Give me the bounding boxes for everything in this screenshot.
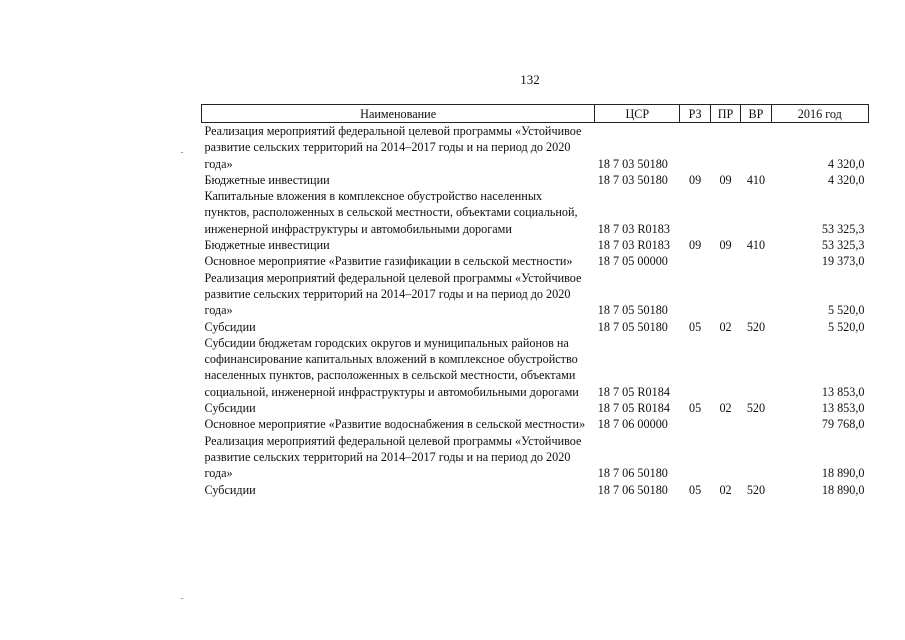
row-amount: 19 373,0 xyxy=(821,254,865,269)
row-csr: 18 7 03 R0183 xyxy=(597,238,670,253)
row-amount: 53 325,3 xyxy=(821,221,865,236)
row-rz xyxy=(680,253,710,269)
row-pr: 09 xyxy=(719,172,732,187)
row-vr xyxy=(741,433,771,482)
row-vr: 520 xyxy=(746,482,766,497)
row-pr xyxy=(710,270,740,319)
row-amount: 5 520,0 xyxy=(827,303,865,318)
table-row xyxy=(202,188,869,237)
row-rz: 09 xyxy=(689,238,702,253)
row-amount: 13 853,0 xyxy=(821,401,865,416)
row-name: Капитальные вложения в комплексное обустройство населенных пунктов, расположенных в сельской местности, объектами социальной, инженерной инфраструктуры и автомобильными дорогами xyxy=(204,189,578,236)
row-vr: 410 xyxy=(746,238,766,253)
row-vr xyxy=(741,253,771,269)
scan-speck xyxy=(181,598,183,599)
table-row xyxy=(202,482,869,498)
row-rz xyxy=(680,335,710,400)
row-csr: 18 7 05 50180 xyxy=(597,319,668,334)
table-row xyxy=(202,416,869,432)
header-vr: ВР xyxy=(741,105,771,123)
row-pr xyxy=(710,416,740,432)
header-csr: ЦСР xyxy=(595,105,680,123)
row-pr xyxy=(710,188,740,237)
row-amount: 53 325,3 xyxy=(821,238,865,253)
row-vr xyxy=(741,188,771,237)
table-row xyxy=(202,400,869,416)
row-rz: 05 xyxy=(689,319,702,334)
row-amount: 18 890,0 xyxy=(821,482,865,497)
row-name: Субсидии бюджетам городских округов и муниципальных районов на софинансирование капитальных вложений в комплексное обустройство населенных пунктов, расположенных в сельской местности, объектами социальной, инженерной инфраструктуры и автомобильными дорогами xyxy=(204,335,579,399)
table-row xyxy=(202,270,869,319)
row-csr: 18 7 05 50180 xyxy=(597,303,668,318)
row-vr: 520 xyxy=(746,319,766,334)
row-rz xyxy=(680,123,710,172)
row-vr xyxy=(741,270,771,319)
row-vr xyxy=(741,123,771,172)
row-amount: 79 768,0 xyxy=(821,417,865,432)
row-amount: 4 320,0 xyxy=(827,172,865,187)
table-header xyxy=(202,105,869,123)
row-csr: 18 7 06 00000 xyxy=(597,417,668,432)
row-name: Основное мероприятие «Развитие водоснабжения в сельской местности» xyxy=(204,417,586,432)
table-row xyxy=(202,433,869,482)
row-pr xyxy=(710,433,740,482)
header-name: Наименование xyxy=(202,105,595,123)
row-amount: 13 853,0 xyxy=(821,384,865,399)
row-vr xyxy=(741,335,771,400)
page-number: 132 xyxy=(520,72,540,87)
row-csr: 18 7 05 00000 xyxy=(597,254,668,269)
row-pr: 02 xyxy=(719,482,732,497)
row-csr: 18 7 06 50180 xyxy=(597,466,668,481)
row-csr: 18 7 03 R0183 xyxy=(597,221,670,236)
row-csr: 18 7 05 R0184 xyxy=(597,401,670,416)
row-rz xyxy=(680,416,710,432)
table-row xyxy=(202,319,869,335)
row-csr: 18 7 05 R0184 xyxy=(597,384,670,399)
table-row xyxy=(202,253,869,269)
row-name: Субсидии xyxy=(204,482,256,497)
row-rz: 05 xyxy=(689,401,702,416)
row-name: Бюджетные инвестиции xyxy=(204,172,330,187)
row-pr xyxy=(710,123,740,172)
table-row xyxy=(202,123,869,172)
budget-table xyxy=(201,104,869,498)
row-rz: 05 xyxy=(689,482,702,497)
row-csr: 18 7 03 50180 xyxy=(597,156,668,171)
header-rz: РЗ xyxy=(680,105,710,123)
table-row xyxy=(202,172,869,188)
row-rz: 09 xyxy=(689,172,702,187)
row-vr: 410 xyxy=(746,172,766,187)
table-body xyxy=(202,123,869,498)
scan-speck xyxy=(181,152,183,153)
row-amount: 5 520,0 xyxy=(827,319,865,334)
row-rz xyxy=(680,270,710,319)
row-vr: 520 xyxy=(746,401,766,416)
row-name: Основное мероприятие «Развитие газификации в сельской местности» xyxy=(204,254,573,269)
row-name: Реализация мероприятий федеральной целевой программы «Устойчивое развитие сельских территорий на 2014–2017 годы и на период до 2020 года» xyxy=(204,433,582,481)
table-row xyxy=(202,335,869,400)
row-csr: 18 7 03 50180 xyxy=(597,172,668,187)
table-row xyxy=(202,237,869,253)
row-pr: 02 xyxy=(719,401,732,416)
row-pr: 09 xyxy=(719,238,732,253)
row-name: Реализация мероприятий федеральной целевой программы «Устойчивое развитие сельских территорий на 2014–2017 годы и на период до 2020 года» xyxy=(204,270,582,318)
row-pr: 02 xyxy=(719,319,732,334)
row-amount: 18 890,0 xyxy=(821,466,865,481)
row-vr xyxy=(741,416,771,432)
row-name: Субсидии xyxy=(204,319,256,334)
row-name: Бюджетные инвестиции xyxy=(204,238,330,253)
row-name: Субсидии xyxy=(204,401,256,416)
row-rz xyxy=(680,188,710,237)
header-year: 2016 год xyxy=(771,105,868,123)
row-pr xyxy=(710,253,740,269)
row-csr: 18 7 06 50180 xyxy=(597,482,668,497)
row-rz xyxy=(680,433,710,482)
row-pr xyxy=(710,335,740,400)
header-pr: ПР xyxy=(710,105,740,123)
row-amount: 4 320,0 xyxy=(827,156,865,171)
row-name: Реализация мероприятий федеральной целевой программы «Устойчивое развитие сельских территорий на 2014–2017 годы и на период до 2020 года» xyxy=(204,124,582,171)
header-row xyxy=(202,105,869,123)
